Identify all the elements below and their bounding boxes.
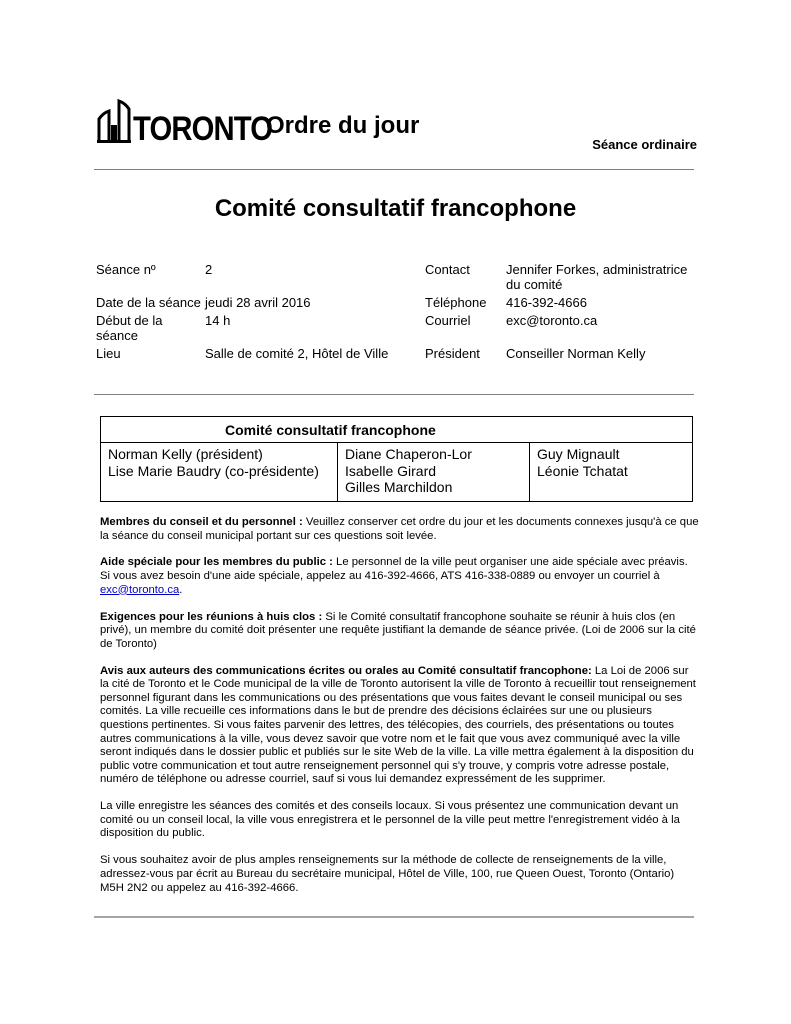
header-divider [94, 169, 694, 170]
notice-heading: Exigences pour les réunions à huis clos : [100, 610, 323, 623]
debut-label-line1: Début de la [96, 313, 163, 328]
president-label: Président [425, 346, 480, 361]
city-hall-icon [97, 97, 131, 143]
notice-heading: Membres du conseil et du personnel : [100, 516, 303, 528]
page-title: Ordre du jour [266, 112, 420, 139]
members-column-3 [530, 443, 692, 501]
footer-divider [94, 916, 694, 918]
notice-closed-meetings [100, 611, 700, 652]
notices [100, 516, 700, 908]
logo-wordmark: TORONTO [133, 110, 273, 148]
president-value: Conseiller Norman Kelly [506, 346, 646, 361]
notice-recording: La ville enregistre les séances des comités et des conseils locaux. Si vous présentez une communication devant un comité ou un conseil local, la ville vous enregistrera et le personnel de la ville peut mettre l'enregistrement vidéo à la disposition du public. [100, 800, 680, 840]
contact-value-line1: Jennifer Forkes, administratrice [506, 262, 688, 277]
contact-value-line2: du comité [506, 277, 563, 292]
notice-members-staff [100, 516, 700, 543]
email-link[interactable]: exc@toronto.ca [100, 583, 180, 596]
member-name: Gilles Marchildon [345, 479, 453, 495]
seance-label: Séance nº [96, 262, 156, 277]
notice-text: Veuillez conserver cet ordre du jour et les documents connexes jusqu'à ce que la séance du conseil municipal portant sur ces questions soit levée. [100, 516, 699, 542]
committee-title: Comité consultatif francophone [214, 195, 577, 222]
lieu-value: Salle de comité 2, Hôtel de Ville [205, 346, 389, 361]
telephone-value: 416-392-4666 [506, 295, 587, 310]
info-divider [94, 394, 694, 395]
notice-heading: Aide spéciale pour les membres du public : [100, 556, 333, 569]
notice-special-assistance [100, 556, 700, 597]
courriel-value: exc@toronto.ca [506, 313, 598, 328]
member-name: Norman Kelly (président) [108, 446, 263, 462]
contact-label: Contact [425, 262, 470, 277]
notice-text: Si le Comité consultatif francophone souhaite se réunir à huis clos (en privé), un membre du comité doit présenter une requête justifiant la demande de séance privée. (Loi de 2006 sur la cité de Toronto) [100, 610, 696, 650]
members-table [100, 416, 693, 502]
member-name: Diane Chaperon-Lor [345, 446, 472, 462]
member-name: Isabelle Girard [345, 462, 437, 479]
meeting-type-label: Séance ordinaire [592, 137, 697, 152]
members-column-1 [101, 443, 338, 501]
member-name: Lise Marie Baudry (co-présidente) [108, 462, 319, 479]
notice-text: Le personnel de la ville peut organiser une aide spéciale avec préavis. Si vous avez besoin d'une aide spéciale, appelez au 416-392-4666, ATS 416-338-0889 ou envoyer un courriel à [100, 556, 688, 583]
notice-text: La Loi de 2006 sur la cité de Toronto et le Code municipal de la ville de Toronto autorisent la ville de Toronto à recueillir tout renseignement personnel figurant dans les communications ou des présentations que vous faites devant le conseil municipal ou ses comités. La ville recueille ces informations dans le but de prendre des décisions éclairées sur une ou plusieurs questions pertinentes. Si vous faites parvenir des lettres, des télécopies, des courriels, des présentations ou toutes autres communications à la ville, vous devez savoir que votre nom et le fait que vous avez communiqué avec la ville seront indiqués dans le dossier public et publiés sur le site Web de la ville. La ville mettra également à la disposition du public votre communication et tout autre renseignement personnel qui s'y trouve, y compris votre adresse postale, numéro de téléphone ou adresse courriel, sauf si vous lui demandez expressément de les supprimer. [100, 664, 696, 786]
member-name: Guy Mignault [537, 446, 620, 462]
members-column-2 [338, 443, 530, 501]
seance-value: 2 [205, 262, 213, 277]
notice-communications [100, 665, 700, 787]
date-label: Date de la séance [96, 295, 201, 310]
members-table-header: Comité consultatif francophone [101, 417, 692, 443]
debut-value: 14 h [205, 313, 231, 328]
member-name: Léonie Tchatat [537, 462, 628, 479]
lieu-label: Lieu [96, 346, 121, 361]
telephone-label: Téléphone [425, 295, 487, 310]
notice-more-info: Si vous souhaitez avoir de plus amples renseignements sur la méthode de collecte de renseignements de la ville, adressez-vous par écrit au Bureau du secrétaire municipal, Hôtel de Ville, 100, rue Queen Ouest, Toronto (Ontario) M5H 2N2 ou appelez au 416-392-4666. [100, 854, 675, 894]
date-value: jeudi 28 avril 2016 [205, 295, 311, 310]
debut-label-line2: séance [96, 328, 138, 343]
notice-heading: Avis aux auteurs des communications écrites ou orales au Comité consultatif francophone: [100, 664, 592, 677]
courriel-label: Courriel [425, 313, 471, 328]
notice-text-end: . [179, 583, 183, 596]
